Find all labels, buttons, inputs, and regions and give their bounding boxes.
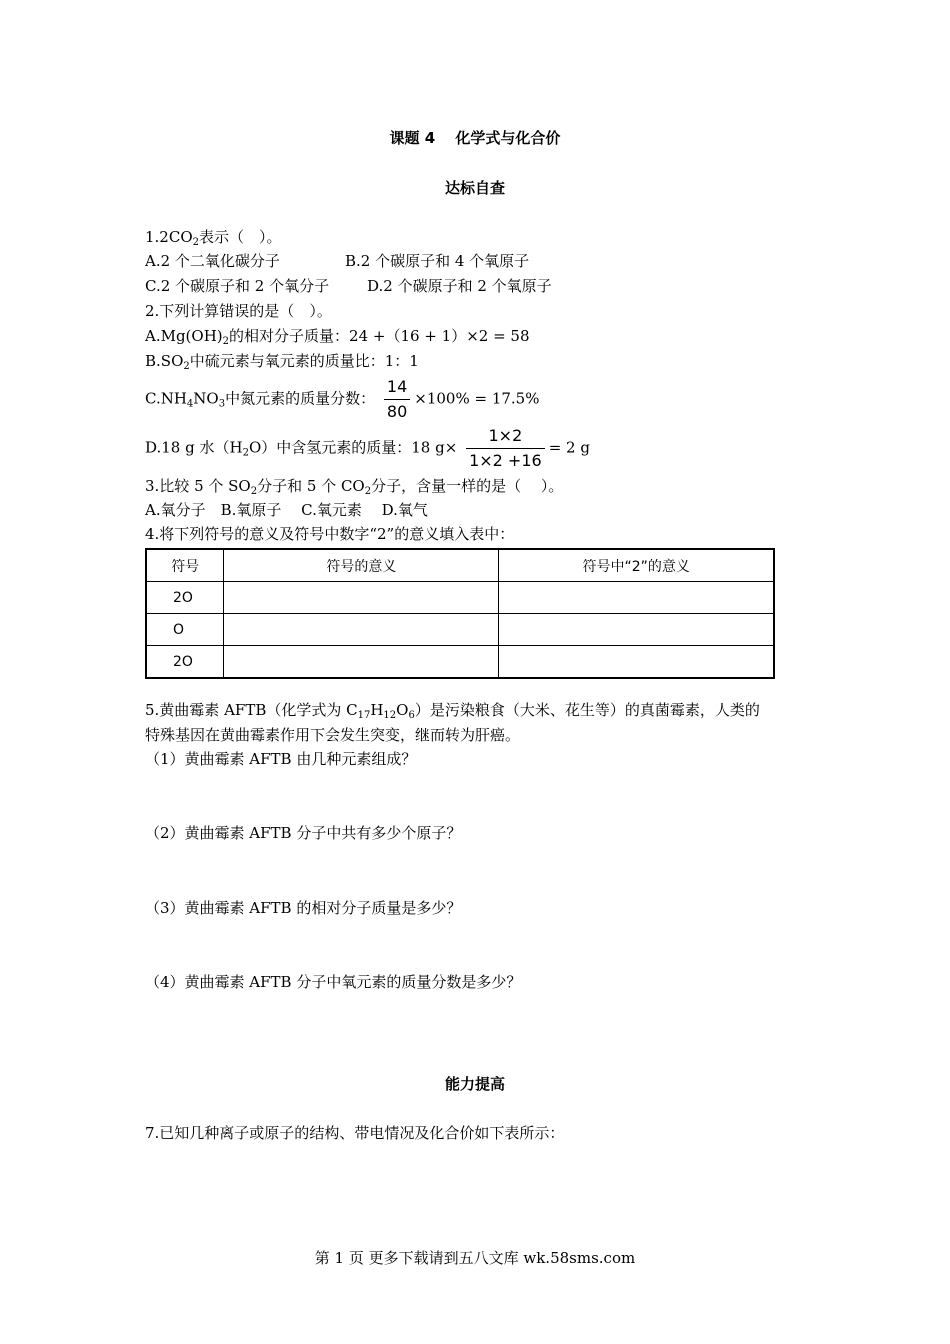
question-1-option-b: B.2 个碳原子和 4 个氧原子 (345, 252, 530, 270)
question-5-part-2: （2）黄曲霉素 AFTB 分子中共有多少个原子？ (145, 824, 462, 842)
question-1-option-a: A.2 个二氧化碳分子 (145, 252, 280, 270)
table-header-symbol: 符号 (146, 549, 224, 582)
question-2-option-d: D.18 g 水$(H_2O)$中含氢元素的质量：18 g× $\frac{1\times 2}{1\times 2 +16}$ = 2 g (145, 426, 590, 470)
question-3-stem: 3.比较 5 个 $SO_2$分子和 5 个 $CO_2$分子，含量一样的是（ ）。 (145, 477, 564, 497)
question-5-part-3: （3）黄曲霉素 AFTB 的相对分子质量是多少？ (145, 899, 462, 917)
fraction-d-numerator: 1×2 (466, 426, 545, 449)
fraction-d (466, 426, 545, 471)
question-1-option-d: D.2 个碳原子和 2 个氧原子 (367, 277, 552, 295)
table-header-digit-meaning: 符号中“2”的意义 (499, 549, 774, 582)
question-5-line-1: 5.黄曲霉素 AFTB（化学式为 $C_{17}H_{12}O_6$）是污染粮食（大米、花生等）的真菌霉素，人类的 (145, 701, 760, 721)
table-row (146, 582, 774, 614)
question-2-stem: 2.下列计算错误的是（ ）。 (145, 302, 332, 320)
table-row (146, 614, 774, 646)
question-5-part-4: （4）黄曲霉素 AFTB 分子中氧元素的质量分数是多少？ (145, 973, 522, 991)
table-header-row (146, 549, 774, 582)
question-7-stem: 7.已知几种离子或原子的结构、带电情况及化合价如下表所示： (145, 1124, 565, 1142)
question-5-part-1: （1）黄曲霉素 AFTB 由几种元素组成？ (145, 750, 417, 768)
page-footer: 第 1 页 更多下载请到五八文库 wk.58sms.com (314, 1249, 636, 1267)
table-cell-symbol: 2O (146, 582, 224, 614)
table-cell-blank[interactable] (224, 646, 499, 679)
table-cell-symbol: O (146, 614, 224, 646)
fraction-c-denominator: 80 (386, 402, 408, 421)
section-heading-1: 达标自查 (444, 179, 505, 197)
question-2-option-c: $C.NH_4NO_3$中氮元素的质量分数： $\frac{14}{80}$ ×100% = 17.5% (145, 377, 540, 421)
fraction-d-denominator: 1×2 +16 (469, 451, 542, 470)
question-2-option-a: $A.Mg(OH)_2$的相对分子质量：24 +（16 + 1）×2 = 58 (145, 327, 530, 347)
question-1-option-c: C.2 个碳原子和 2 个氧分子 (145, 277, 330, 295)
symbol-table (145, 548, 775, 679)
question-4-stem: 4.将下列符号的意义及符号中数字“2”的意义填入表中： (145, 525, 515, 543)
section-heading-2: 能力提高 (444, 1075, 505, 1093)
table-cell-blank[interactable] (499, 614, 774, 646)
table-row (146, 646, 774, 679)
fraction-c-numerator: 14 (384, 377, 410, 400)
question-2-option-b: $B.SO_2$中硫元素与氧元素的质量比：1：1 (145, 352, 419, 372)
question-1-stem: $1.2CO_2$表示（ ）。 (145, 228, 282, 248)
table-cell-blank[interactable] (224, 614, 499, 646)
table-header-meaning: 符号的意义 (224, 549, 499, 582)
table-cell-blank[interactable] (499, 582, 774, 614)
question-3-options: A.氧分子 B.氧原子 C.氧元素 D.氧气 (145, 501, 428, 519)
fraction-c (384, 377, 410, 422)
table-cell-blank[interactable] (499, 646, 774, 679)
question-5-line-2: 特殊基因在黄曲霉素作用下会发生突变，继而转为肝癌。 (145, 726, 521, 744)
table-cell-symbol: 2O (146, 646, 224, 679)
table-cell-blank[interactable] (224, 582, 499, 614)
page-title: 课题 4 化学式与化合价 (389, 129, 561, 147)
